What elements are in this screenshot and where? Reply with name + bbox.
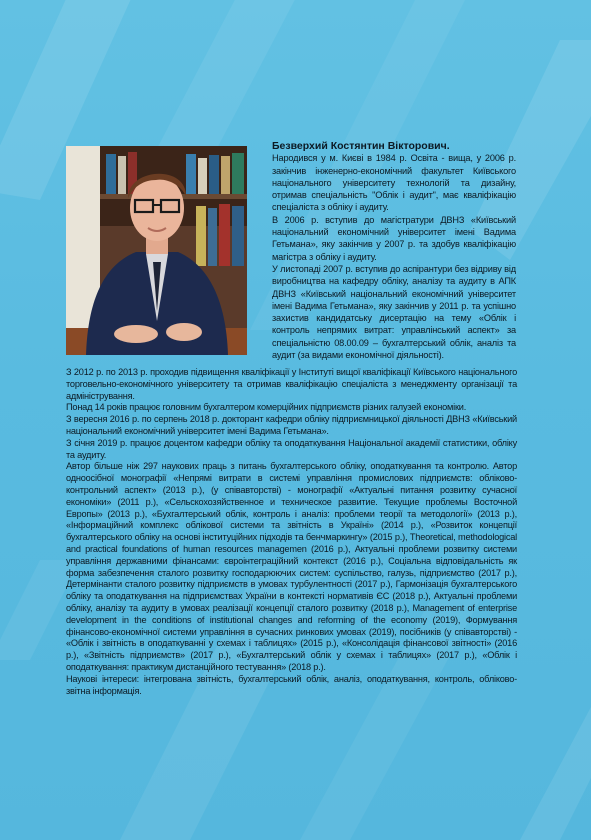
bio-paragraph: В 2006 р. вступив до магістратури ДВНЗ «Київський національний економічний університет імені Вадима Гетьмана», яку закінчив у 2007 р. та здобув кваліфікацію магістра з обліку і аудиту.: [272, 214, 516, 262]
biography-bottom: [66, 367, 517, 697]
biography-top: [272, 140, 516, 361]
bio-paragraph: Народився у м. Києві в 1984 р. Освіта - вища, у 2006 р. закінчив інженерно-економічний факультет Київського національного університету технологій та дизайну, отримав спеціальність "Облік і аудит", має кваліфікацію спеціаліста з обліку і аудиту.: [272, 153, 516, 213]
research-interests: Наукові інтереси: інтегрована звітність, бухгалтерський облік, аналіз, оподаткування, контроль, обліково-звітна інформація.: [66, 673, 517, 696]
bio-paragraph: Понад 14 років працює головним бухгалтером комерційних підприємств різних галузей економіки.: [66, 402, 467, 413]
bio-paragraph: З січня 2019 р. працює доцентом кафедри обліку та оподаткування Національної академії статистики, обліку та аудиту.: [66, 437, 517, 460]
portrait-photo: [66, 146, 247, 355]
bio-paragraph: З 2012 р. по 2013 р. проходив підвищення кваліфікації у Інституті вищої кваліфікації Київського національного торговельно-економічного університету та отримав кваліфікацію спеціаліста з менеджменту організації та адміністрування.: [66, 367, 517, 401]
bio-paragraph: У листопаді 2007 р. вступив до аспірантури без відриву від виробництва на кафедру обліку, аналізу та аудиту в АПК ДВНЗ «Київський національний економічний університет імені Вадима Гетьмана», яку закінчив у 2011 р. та успішно захистив кандидатську дисертацію на тему «Облік і контроль непрямих витрат: управлінський аспект» за спеціальністю 08.00.09 – бухгалтерський облік, аналіз та аудит (за видами економічної діяльності).: [272, 263, 516, 361]
bio-paragraph: З вересня 2016 р. по серпень 2018 р. докторант кафедри обліку підприємницької діяльності ДВНЗ «Київський національний економічний університет імені Вадима Гетьмана».: [66, 414, 517, 436]
person-name: Безверхий Костянтин Вікторович.: [272, 140, 450, 152]
publications-paragraph: Автор більше ніж 297 наукових праць з питань бухгалтерського обліку, оподаткування та контролю. Автор одноосібної монографії «Непрямі витрати в системі управління промислових підприємств: обліково-контрольний аспект» (2013 р.), (у співавторстві) - монографії «Актуальні питання розвитку сучасної економіки» (2011 р.), «Сельскохозяйственное и техническое развитие. Текущие проблемы Восточной Европы» (2013 р.), «Бухгалтерський облік, контроль і аналіз: проблеми теорії та методології» (2013 р.), «Інформаційний комплекс облікової системи та звітність в Україні» (2014 р.), «Розвиток концепції бухгалтерського обліку на основі інституційних підходів та бенчмаркингу» (2015 р.), Theoretical, methodological and practical foundations of human resources managemen (2016 р.), Актуальні проблеми розвитку системи управління державними фінансами: євроінтеграційний контекст (2016 р.), Соціальна відповідальність як форма забезпечення сталого розвитку господарюючих систем: суспільство, галузь, підприємство (2017 р.), Детермінанти сталого розвитку підприємств в умовах турбулентності (2017 р.), Гармонізація бухгалтерського обліку та оподаткування на підприємствах України в контексті нормативів ЄС (2018 р.), Актуальні проблеми обліку, аналізу та аудиту в умовах реалізації концепції сталого розвитку (2018 р.), Management of enterprise development in the conditions of institutional changes and reforming of the economy (2019), Формування фінансово-економічної системи управління в сучасних ринкових умовах (2019), посібників (у співавторстві) - «Облік і звітність в оподаткуванні у схемах і таблицях» (2015 р.), «Консолідація фінансової звітності» (2016 р.), «Звітність підприємств» (2017 р.), «Бухгалтерський облік у схемах і таблицях» (2017 р.), «Облік і оподаткування: практикум дистанційного тестування» (2018 р.).: [66, 461, 517, 672]
